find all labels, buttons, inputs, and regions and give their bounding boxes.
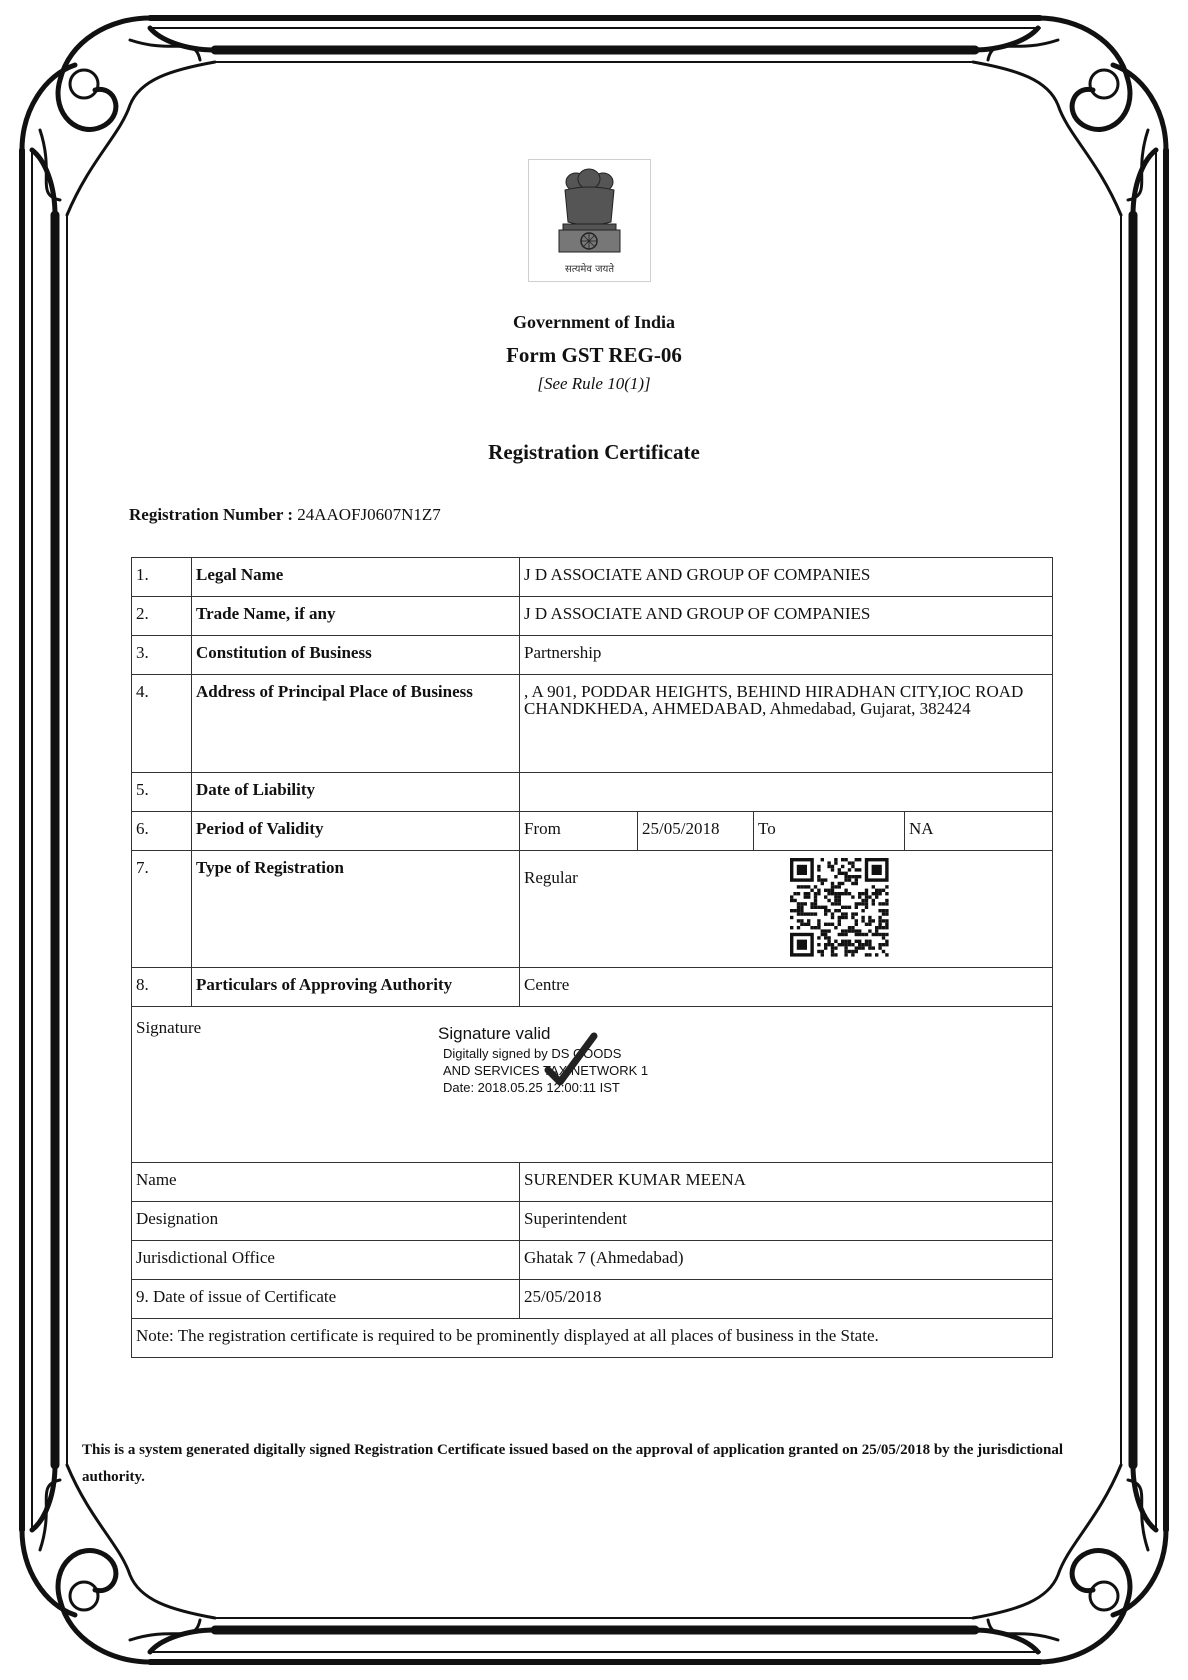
officer-label: Designation (132, 1202, 520, 1241)
officer-label: Jurisdictional Office (132, 1241, 520, 1280)
signature-line: Date: 2018.05.25 12:00:11 IST (443, 1080, 620, 1095)
row-number: 6. (132, 812, 192, 851)
table-row (132, 675, 1053, 773)
row-label: Date of Liability (192, 773, 520, 812)
row-number: 3. (132, 636, 192, 675)
signature-line: Digitally signed by DS GOODS (443, 1046, 622, 1061)
row-number: 4. (132, 675, 192, 773)
table-row (132, 851, 1053, 968)
officer-label: Name (132, 1163, 520, 1202)
officer-row (132, 1241, 1053, 1280)
validity-to-label: To (754, 812, 905, 851)
emblem-box (528, 159, 651, 282)
officer-name-value: SURENDER KUMAR MEENA (520, 1163, 1053, 1202)
table-row (132, 597, 1053, 636)
legal-name-value: J D ASSOCIATE AND GROUP OF COMPANIES (520, 558, 1053, 597)
table-row (132, 812, 1053, 851)
registration-number-line (129, 505, 441, 525)
row-label: Constitution of Business (192, 636, 520, 675)
officer-row (132, 1280, 1053, 1319)
table-row (132, 773, 1053, 812)
row-number: 5. (132, 773, 192, 812)
issue-date-value: 25/05/2018 (520, 1280, 1053, 1319)
validity-from-label: From (520, 812, 638, 851)
row-label: Legal Name (192, 558, 520, 597)
trade-name-value: J D ASSOCIATE AND GROUP OF COMPANIES (520, 597, 1053, 636)
emblem-motto: सत्यमेव जयते (564, 264, 615, 275)
constitution-value: Partnership (520, 636, 1053, 675)
address-value: , A 901, PODDAR HEIGHTS, BEHIND HIRADHAN CITY,IOC ROAD CHANDKHEDA, AHMEDABAD, Ahmedabad, Gujarat, 382424 (520, 675, 1053, 773)
signature-line: AND SERVICES TAX NETWORK 1 (443, 1063, 649, 1078)
row-number: 7. (132, 851, 192, 968)
qr-code (787, 855, 892, 962)
table-row (132, 636, 1053, 675)
validity-from-date: 25/05/2018 (638, 812, 754, 851)
registration-number-label: Registration Number : (129, 505, 293, 524)
table-row (132, 968, 1053, 1007)
registration-type-value: Regular (520, 851, 1053, 968)
registration-number: 24AAOFJ0607N1Z7 (297, 505, 441, 524)
certificate-table (131, 557, 1053, 1358)
row-label: Trade Name, if any (192, 597, 520, 636)
table-row (132, 558, 1053, 597)
note-text: Note: The registration certificate is required to be prominently displayed at all places of business in the State. (132, 1319, 1053, 1358)
officer-row (132, 1202, 1053, 1241)
note-row (132, 1319, 1053, 1358)
signature-status: Signature valid (438, 1024, 551, 1043)
designation-value: Superintendent (520, 1202, 1053, 1241)
row-number: 1. (132, 558, 192, 597)
jurisdictional-office-value: Ghatak 7 (Ahmedabad) (520, 1241, 1053, 1280)
row-label: Type of Registration (192, 851, 520, 968)
rule-reference: [See Rule 10(1)] (537, 374, 651, 393)
officer-row (132, 1163, 1053, 1202)
checkmark-icon (540, 1030, 600, 1090)
row-label: Period of Validity (192, 812, 520, 851)
row-number: 2. (132, 597, 192, 636)
approving-authority-value: Centre (520, 968, 1053, 1007)
row-label: Address of Principal Place of Business (192, 675, 520, 773)
liability-date-value (520, 773, 1053, 812)
row-number: 8. (132, 968, 192, 1007)
footer-statement: This is a system generated digitally signed Registration Certificate issued based on the approval of application granted on 25/05/2018 by the jurisdictional authority. (82, 1442, 1063, 1485)
form-heading: Form GST REG-06 (506, 343, 682, 367)
signature-label: Signature (132, 1007, 1053, 1163)
validity-to-value: NA (905, 812, 1053, 851)
certificate-title: Registration Certificate (488, 440, 700, 464)
officer-label: 9. Date of issue of Certificate (132, 1280, 520, 1319)
row-label: Particulars of Approving Authority (192, 968, 520, 1007)
government-heading: Government of India (513, 312, 675, 332)
